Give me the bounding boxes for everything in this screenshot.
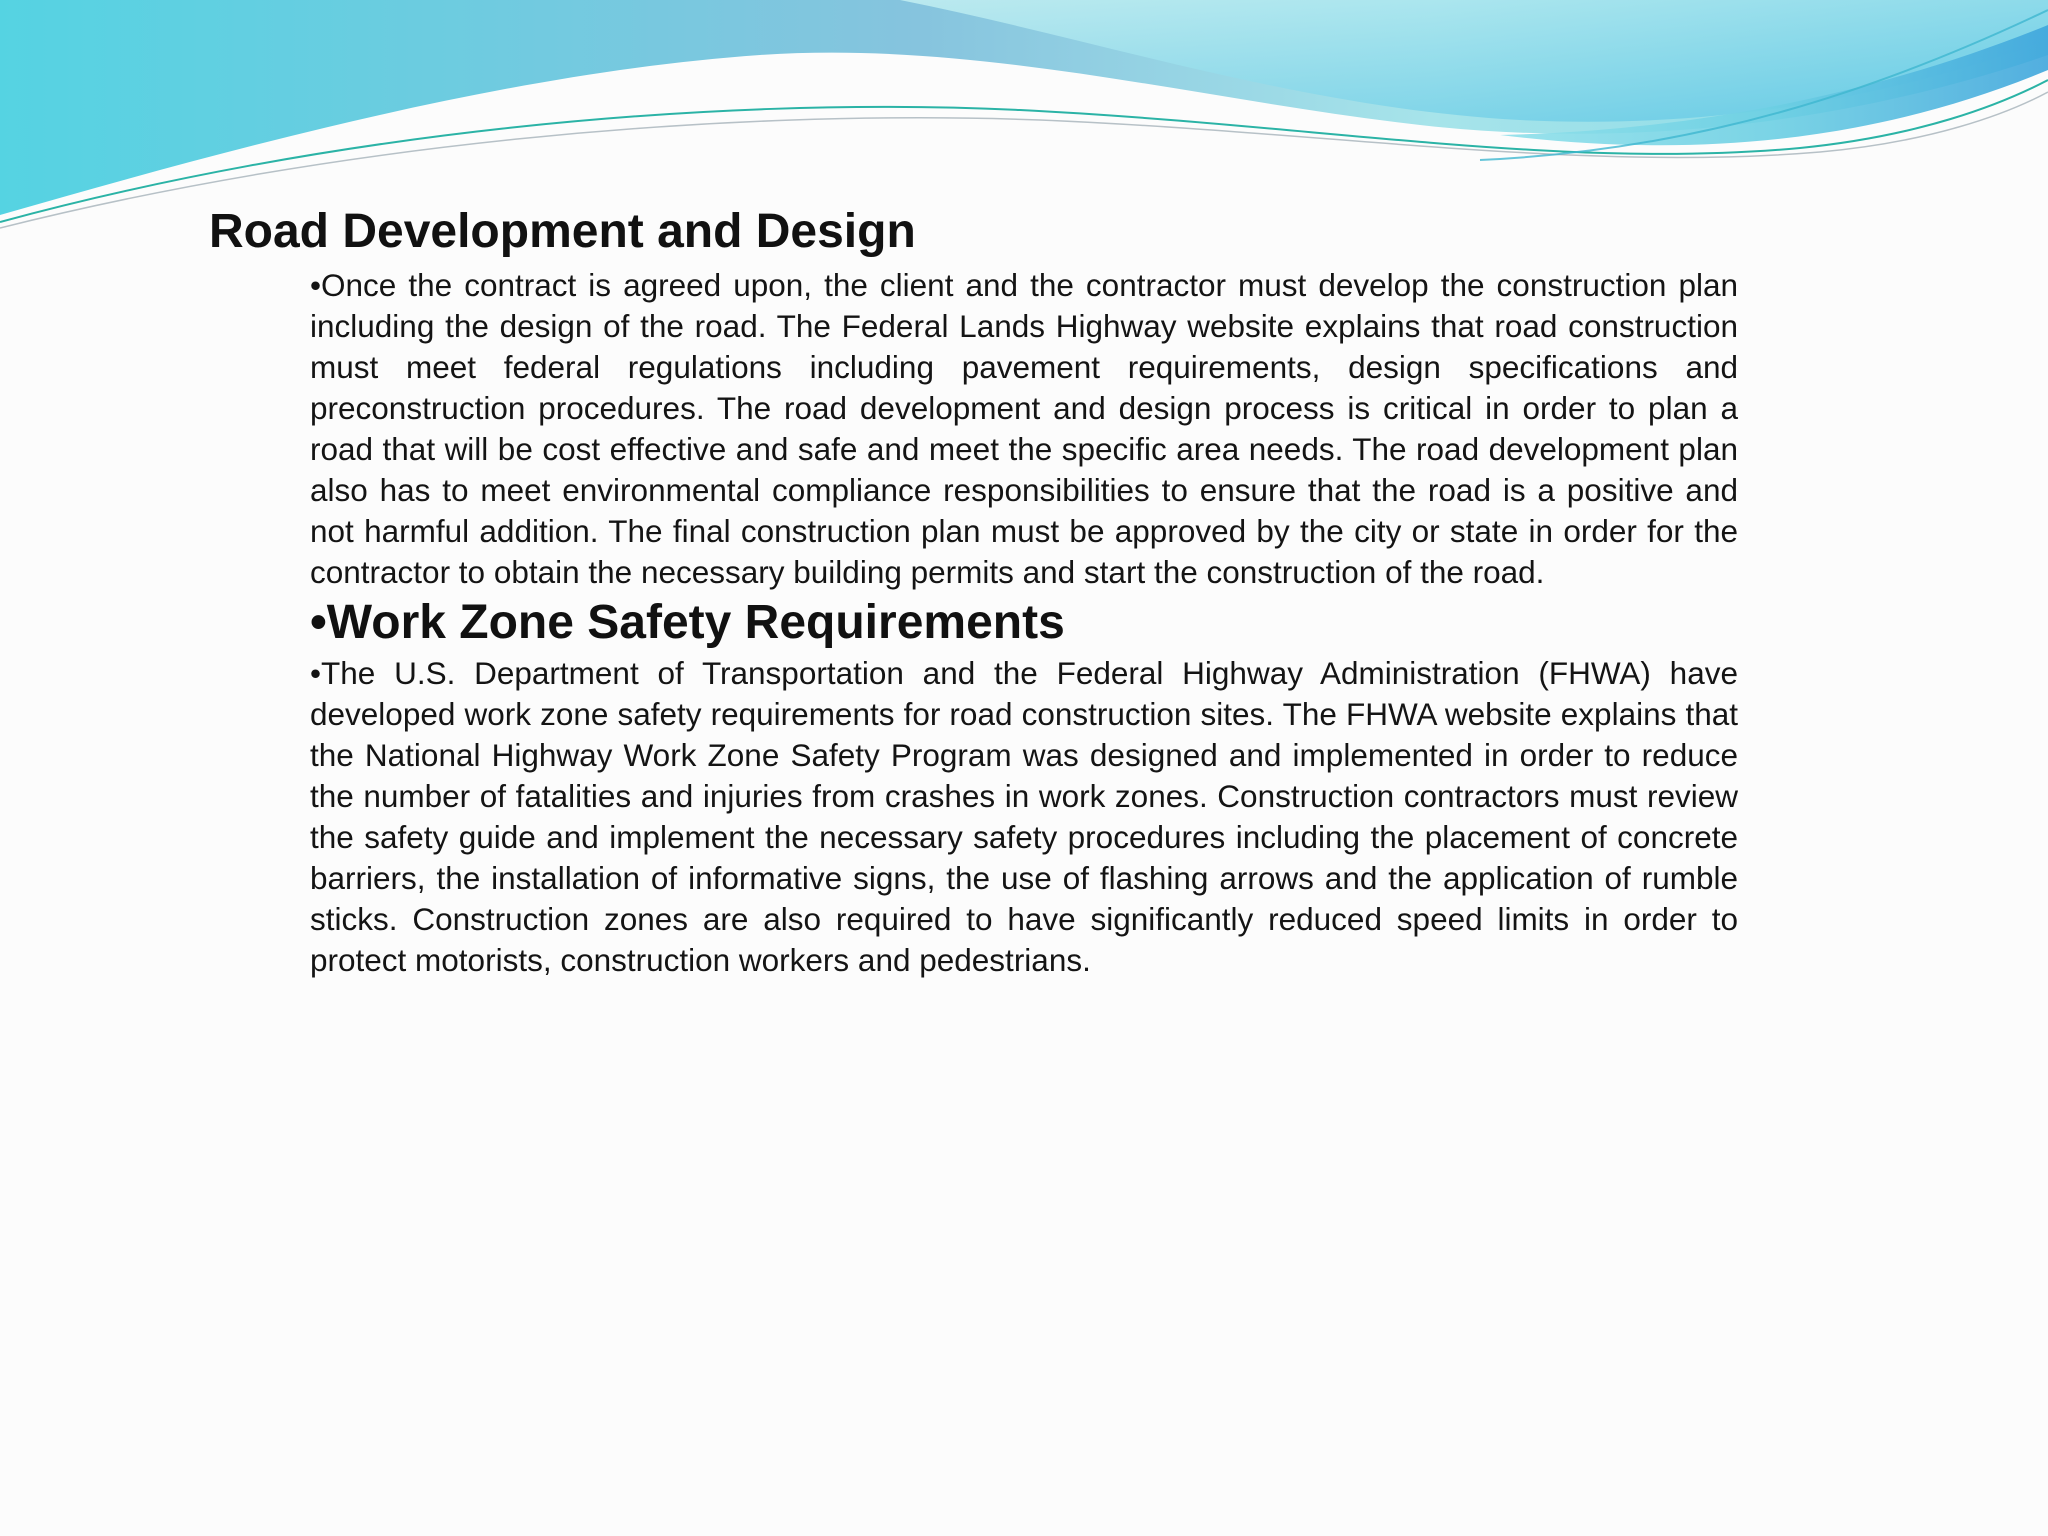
paragraph-work-zone-safety: •The U.S. Department of Transportation and the Federal Highway Administration (FHWA) have developed work zone safety requirements for road construction sites. The FHWA website explains that the National Highway Work Zone Safety Program was designed and implemented in order to reduce the number of fatalities and injuries from crashes in work zones. Construction contractors must review the safety guide and implement the necessary safety procedures including the placement of concrete barriers, the installation of informative signs, the use of flashing arrows and the application of rumble sticks. Construction zones are also required to have significantly reduced speed limits in order to protect motorists, construction workers and pedestrians. — [310, 655, 1738, 978]
paragraph-road-development: •Once the contract is agreed upon, the client and the contractor must develop the construction plan including the design of the road. The Federal Lands Highway website explains that road construction must meet federal regulations including pavement requirements, design specifications and preconstruction procedures. The road development and design process is critical in order to plan a road that will be cost effective and safe and meet the specific area needs. The road development plan also has to meet environmental compliance responsibilities to ensure that the road is a positive and not harmful addition. The final construction plan must be approved by the city or state in order for the contractor to obtain the necessary building permits and start the construction of the road. — [310, 267, 1738, 590]
slide-title: Road Development and Design — [209, 205, 916, 258]
section-heading-work-zone: •Work Zone Safety Requirements — [310, 596, 1065, 649]
content-body — [310, 265, 1738, 981]
